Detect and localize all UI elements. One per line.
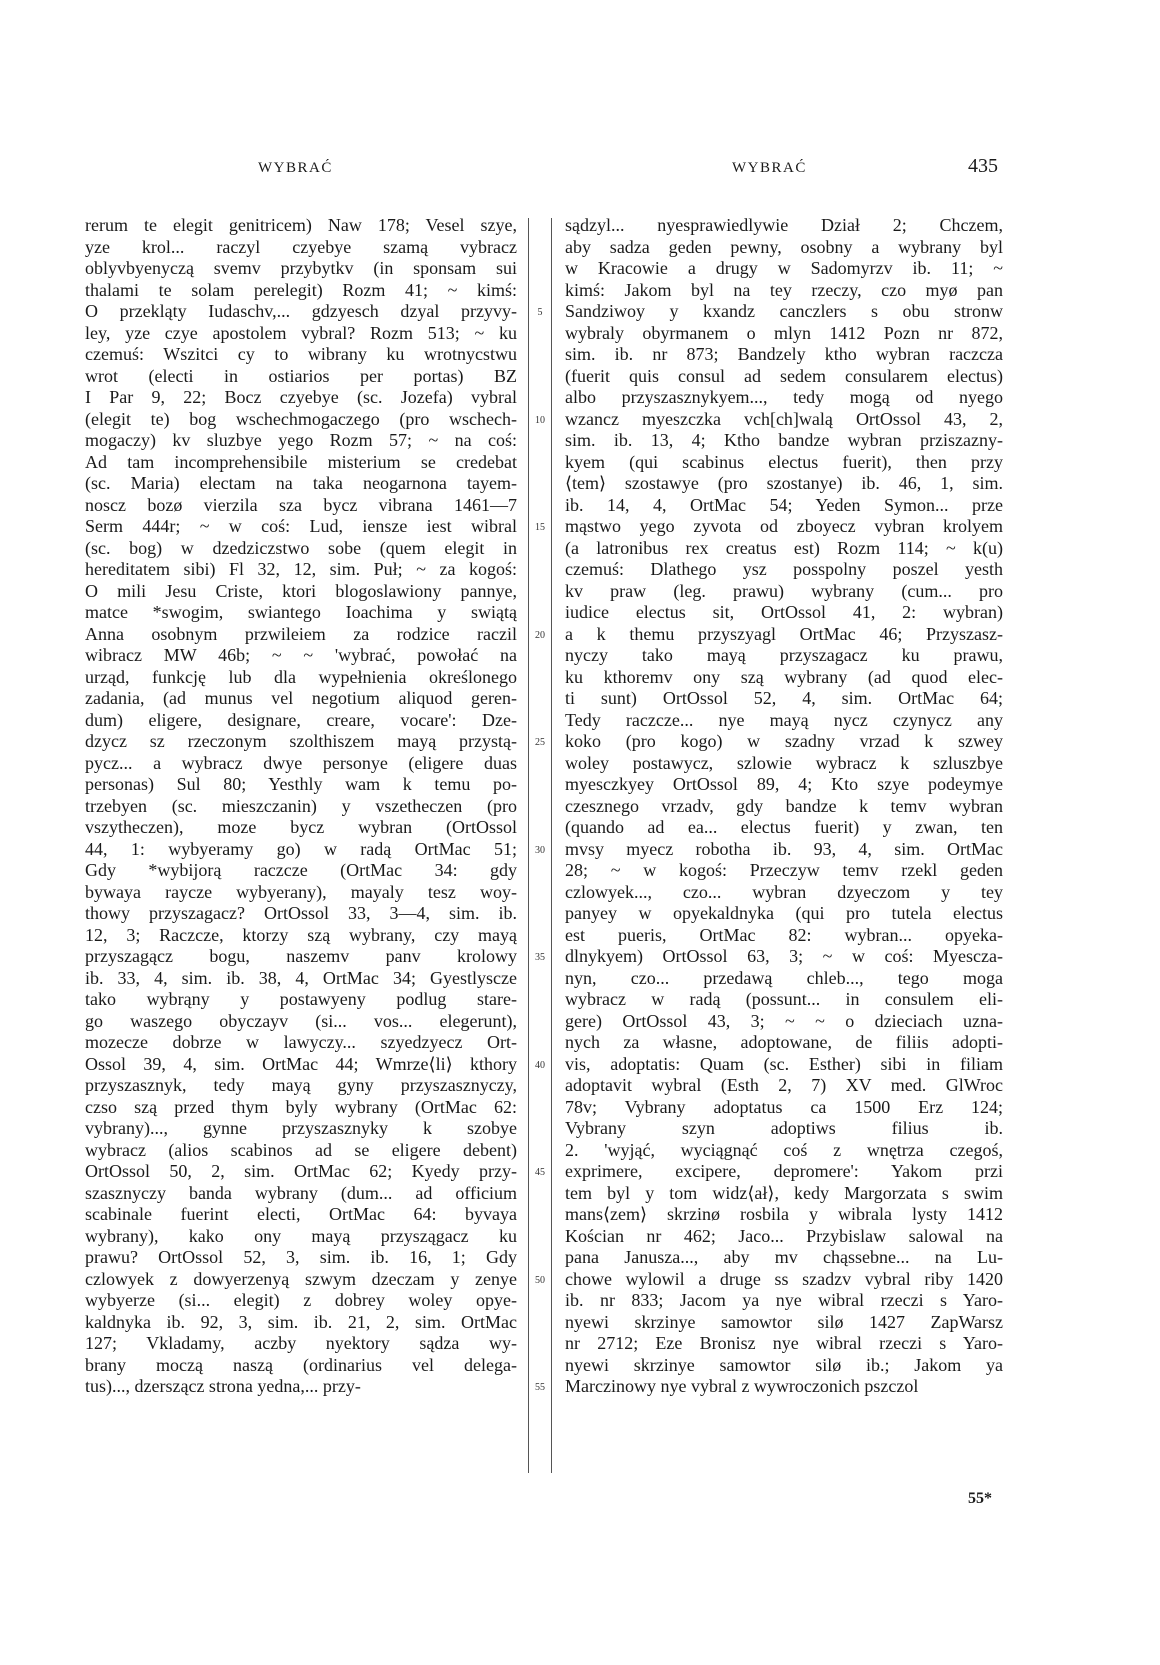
text-line: myesczkyey OrtOssol 89, 4; Kto szye podeymye — [565, 774, 1003, 794]
text-line: dlnykyem) OrtOssol 63, 3; ~ w coś: Myescza- — [565, 946, 1003, 966]
line-number: 45 — [535, 1167, 545, 1178]
text-line: O przekląty Iudaschv,... gdzyesch dzyal przyvy- — [85, 301, 517, 321]
text-line: brany moczą naszą (ordinarius vel delega- — [85, 1354, 517, 1375]
line-number: 30 — [535, 844, 545, 856]
text-line: Vybrany szyn adoptiws filius ib. — [565, 1118, 1003, 1138]
text-line: Anna osobnym przwileiem za rodzice raczil — [85, 623, 517, 644]
text-line: wybraly obyrmanem o mlyn 1412 Pozn nr 872, — [565, 322, 1003, 343]
text-line: (a latronibus rex creatus est) Rozm 114; ~ k(u) — [565, 537, 1003, 558]
text-line: ib. 14, 4, OrtMac 54; Yeden Symon... prze — [565, 494, 1003, 515]
text-line: sądzyl... nyesprawiedlywie Dział 2; Chczem, — [565, 215, 1003, 235]
running-head-left: WYBRAĆ — [258, 160, 333, 176]
text-line: ti sunt) OrtOssol 52, 4, sim. OrtMac 64; — [565, 688, 1003, 708]
text-line: Marczinowy nye vybral z wywroczonich pszczol — [565, 1376, 919, 1396]
text-line: panyey w opyekaldnyka (qui pro tutela electus — [565, 903, 1003, 923]
text-line: sim. ib. 13, 4; Ktho bandze wybran prziszazny- — [565, 430, 1003, 450]
text-line: hereditatem sibi) Fl 32, 12, sim. Puł; ~ za kogoś: — [85, 559, 517, 579]
text-line: (fuerit quis consul ad sedem consularem electus) — [565, 365, 1003, 386]
line-number: 35 — [535, 952, 545, 963]
text-line: 44, 1: wybyeramy go) w radą OrtMac 51; — [85, 838, 517, 859]
text-line: czso szą przed thym byly wybrany (OrtMac 62: — [85, 1096, 517, 1117]
text-line: ib. 33, 4, sim. ib. 38, 4, OrtMac 34; Gyestlyscze — [85, 967, 517, 988]
line-number: 10 — [535, 414, 545, 426]
text-line: koko (pro kogo) w szadny vrzad k szwey — [565, 731, 1003, 751]
text-line: vszytheczen), moze bycz wybran (OrtOssol — [85, 817, 517, 837]
text-line: mvsy myecz robotha ib. 93, 4, sim. OrtMac — [565, 838, 1003, 859]
line-number: 55 — [535, 1382, 545, 1393]
text-line: wzancz myeszczka vch[ch]walą OrtOssol 43, 2, — [565, 408, 1003, 429]
text-line: trzebyen (sc. mieszczanin) y vszetheczen (pro — [85, 795, 517, 816]
text-line: czesznego vrzadv, gdy bandze k temv wybran — [565, 795, 1003, 816]
line-number: 5 — [537, 307, 543, 318]
text-line: iudice electus sit, OrtOssol 41, 2: wybran) — [565, 602, 1003, 622]
text-line: exprimere, excipere, depromere': Yakom przi — [565, 1161, 1003, 1181]
text-line: czemuś: Wszitci cy to wibrany ku wrotnycstwu — [85, 344, 517, 364]
text-line: 78v; Vybrany adoptatus ca 1500 Erz 124; — [565, 1096, 1003, 1117]
text-line: ku kthoremv ony szą wybrany (ad quod elec- — [565, 666, 1003, 687]
line-number: 50 — [535, 1274, 545, 1286]
text-line: w Kracowie a drugy w Sadomyrzv ib. 11; ~ — [565, 258, 1003, 278]
text-line: nych za własne, adoptowane, de filiis adopti- — [565, 1032, 1003, 1052]
text-line: rerum te elegit genitricem) Naw 178; Vesel szye, — [85, 215, 517, 235]
text-line: Gdy *wybijorą raczcze (OrtMac 34: gdy — [85, 860, 517, 880]
text-line: chowe wylowil a druge ss szadzv vybral riby 1420 — [565, 1268, 1003, 1289]
text-line: wrot (electi in ostiarios per portas) BZ — [85, 365, 517, 386]
text-line: kv praw (leg. prawu) wybrany (cum... pro — [565, 580, 1003, 601]
text-line: zadania, (ad munus vel negotium aliquod geren- — [85, 688, 517, 708]
text-line: oblyvbyenyczą svemv przybytkv (in sponsam sui — [85, 258, 517, 278]
text-line: personas) Sul 80; Yesthly wam k temu po- — [85, 774, 517, 794]
text-line: Ad tam incomprehensibile misterium se credebat — [85, 451, 517, 472]
text-line: szasznyczy banda wybrany (dum... ad officium — [85, 1182, 517, 1203]
text-line: kimś: Jakom byl na tey rzeczy, czo myø pan — [565, 279, 1003, 300]
line-number: 25 — [535, 737, 545, 748]
text-line: prawu? OrtOssol 52, 3, sim. ib. 16, 1; Gdy — [85, 1247, 517, 1267]
text-line: mąstwo yego zyvota od zboyecz vybran krolyem — [565, 516, 1003, 536]
text-line: bywaya raycze wybyerany), mayaly tesz woy- — [85, 881, 517, 902]
text-line: nr 2712; Eze Bronisz nye wibral rzeczi s Yaro- — [565, 1333, 1003, 1353]
running-head-center: WYBRAĆ — [732, 160, 807, 176]
text-line: 127; Vkladamy, aczby nyektory sądza wy- — [85, 1333, 517, 1353]
text-line: wybracz w radą (possunt... in consulem eli- — [565, 989, 1003, 1009]
text-line: (sc. bog) w dzedziczstwo sobe (quem elegit in — [85, 537, 517, 558]
text-line: czemuś: Dlathego ysz posspolny poszel yesth — [565, 559, 1003, 579]
text-line: tako wybrąny y postawyeny podlug stare- — [85, 989, 517, 1009]
signature-mark: 55* — [968, 1490, 992, 1507]
text-line: pana Janusza..., aby mv chąssebne... na Lu- — [565, 1247, 1003, 1267]
text-line: matce *swogim, swiantego Ioachima y swiątą — [85, 602, 517, 622]
text-line: mozecze dobrze w lawyczy... szyedzyecz Ort- — [85, 1032, 517, 1052]
text-line: gere) OrtOssol 43, 3; ~ ~ o dzieciach uzna- — [565, 1010, 1003, 1031]
text-line: czlowyek z dowyerzenyą szwym dzeczam y zenye — [85, 1268, 517, 1289]
text-line: nyczy tako mayą przyszagacz ku prawu, — [565, 645, 1003, 665]
line-number: 15 — [535, 522, 545, 533]
text-line: dum) eligere, designare, creare, vocare': Dze- — [85, 709, 517, 730]
text-line: 12, 3; Raczcze, ktorzy szą wybrany, czy mayą — [85, 924, 517, 945]
text-line: czlowyek..., czo... wybran dzyeczom y tey — [565, 881, 1003, 902]
text-line: Sandziwoy y kxandz canczlers s obu stronw — [565, 301, 1003, 321]
text-line: aby sadza geden pewny, osobny a wybrany byl — [565, 236, 1003, 257]
column-rule-right — [551, 218, 552, 1473]
text-line: tem byl y tom widz⟨ał⟩, kedy Margorzata s swim — [565, 1182, 1003, 1203]
text-line: go waszego obyczayv (si... vos... elegerunt), — [85, 1010, 517, 1031]
text-line: Kościan nr 462; Jaco... Przybislaw salowal na — [565, 1225, 1003, 1246]
text-line: (elegit te) bog wschechmogaczego (pro wschech- — [85, 408, 517, 429]
text-line: urząd, funkcję lub dla wypełnienia określonego — [85, 666, 517, 687]
text-line: kyem (qui scabinus electus fuerit), then przy — [565, 451, 1003, 472]
text-line: thowy przyszagacz? OrtOssol 33, 3—4, sim. ib. — [85, 903, 517, 923]
text-line: tus)..., dzerszącz strona yedna,... przy- — [85, 1376, 361, 1396]
text-line: 2. 'wyjąć, wyciągnąć coś z wnętrza czegoś, — [565, 1139, 1003, 1160]
text-line: wybyerze (si... elegit) z dobrey woley opye- — [85, 1290, 517, 1310]
text-line: pycz... a wybracz dwye personye (eligere duas — [85, 752, 517, 773]
text-line: woley postawycz, szlowie wybracz k szluszbye — [565, 752, 1003, 773]
text-line: wybracz (alios scabinos ad se eligere debent) — [85, 1139, 517, 1160]
text-line: sim. ib. nr 873; Bandzely ktho wybran raczcza — [565, 344, 1003, 364]
right-column — [565, 215, 1003, 1398]
text-line: est pueris, OrtMac 82: wybran... opyeka- — [565, 924, 1003, 945]
text-line: albo przyszasznykyem..., tedy mogą od nyego — [565, 387, 1003, 407]
column-rule-left — [528, 218, 529, 1473]
text-line: Ossol 39, 4, sim. OrtMac 44; Wmrze⟨li⟩ kthory — [85, 1053, 517, 1074]
text-line: noscz bozø vierzila sza bycz vibrana 1461—7 — [85, 494, 517, 515]
text-line: ib. nr 833; Jacom ya nye wibral rzeczi s Yaro- — [565, 1290, 1003, 1310]
text-line: dzycz sz rzeczonym szolthiszem mayą przystą- — [85, 731, 517, 751]
text-line: nyn, czo... przedawą chleb..., tego moga — [565, 967, 1003, 988]
left-column — [85, 215, 517, 1398]
text-line: Tedy raczcze... nye mayą nycz czynycz any — [565, 709, 1003, 730]
text-line: nyewi skrzinye samowtor silø ib.; Jakom ya — [565, 1354, 1003, 1375]
line-number: 40 — [535, 1059, 545, 1071]
text-line: kaldnyka ib. 92, 3, sim. ib. 21, 2, sim. OrtMac — [85, 1311, 517, 1332]
line-number: 20 — [535, 629, 545, 641]
text-line: (quando ad ea... electus fuerit) y zwan, ten — [565, 817, 1003, 837]
text-line: ⟨tem⟩ szostawye (pro szostanye) ib. 46, 1, sim. — [565, 473, 1003, 493]
page-number: 435 — [968, 155, 998, 177]
text-line: przyszasznyk, tedy mayą gyny przyszasznyczy, — [85, 1075, 517, 1095]
text-line: nyewi skrzinye samowtor silø 1427 ZapWarsz — [565, 1311, 1003, 1332]
text-line: OrtOssol 50, 2, sim. OrtMac 62; Kyedy przy- — [85, 1161, 517, 1181]
text-line: 28; ~ w kogoś: Przeczyw temv rzekl geden — [565, 860, 1003, 880]
text-line: O mili Jesu Criste, ktori blogoslawiony pannye, — [85, 580, 517, 601]
text-line: vybrany)..., gynne przyszasznyky k szobye — [85, 1118, 517, 1138]
text-line: adoptavit wybral (Esth 2, 7) XV med. GlWroc — [565, 1075, 1003, 1095]
text-line: przyszagącz bogu, naszemv panv krolowy — [85, 946, 517, 966]
text-line: vis, adoptatis: Quam (sc. Esther) sibi in filiam — [565, 1053, 1003, 1074]
text-line: a k themu przyszyagl OrtMac 46; Przyszasz- — [565, 623, 1003, 644]
text-line: mogaczy) kv sluzbye yego Rozm 57; ~ na coś: — [85, 430, 517, 450]
text-line: thalami te solam perelegit) Rozm 41; ~ kimś: — [85, 279, 517, 300]
text-line: wybrany), kako ony mayą przyszągacz ku — [85, 1225, 517, 1246]
text-line: yze krol... raczyl czyebye szamą vybracz — [85, 236, 517, 257]
text-line: I Par 9, 22; Bocz czyebye (sc. Jozefa) vybral — [85, 387, 517, 407]
text-line: ley, yze czye apostolem vybral? Rozm 513; ~ ku — [85, 322, 517, 343]
text-line: mans⟨zem⟩ skrzinø rosbila y wibrala lysty 1412 — [565, 1204, 1003, 1224]
text-line: Serm 444r; ~ w coś: Lud, iensze iest wibral — [85, 516, 517, 536]
text-line: (sc. Maria) electam na taka neogarnona tayem- — [85, 473, 517, 493]
text-line: wibracz MW 46b; ~ ~ 'wybrać, powołać na — [85, 645, 517, 665]
text-line: scabinale fuerint electi, OrtMac 64: byvaya — [85, 1204, 517, 1224]
